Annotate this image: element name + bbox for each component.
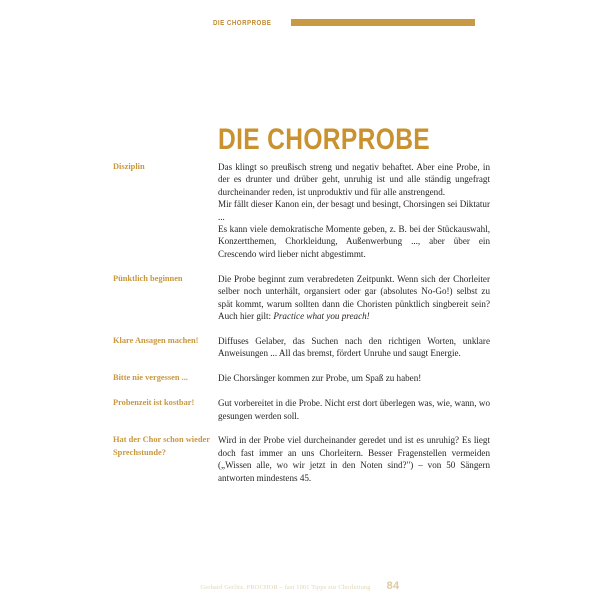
entry-list	[0, 161, 600, 497]
entry-term: Hat der Chor schon wieder Sprechstunde?	[113, 435, 210, 457]
entry-paragraph-emphasis: Practice what you preach!	[273, 310, 370, 321]
entry-body	[218, 397, 490, 422]
footer-credit: Gerhard Gerlitz, PROCHOR – fast 1001 Tipps zur Chorleitung	[200, 584, 371, 591]
entry-paragraph: Das klingt so preußisch streng und negativ behaftet. Aber eine Probe, in der es drunter und drüber geht, unruhig ist und alle ständig ungefragt durcheinander reden, ist unproduktiv und für alle anstrengend.	[218, 162, 490, 197]
entry-paragraph	[218, 273, 490, 323]
entry-row	[0, 434, 600, 484]
running-header-label: DIE CHORPROBE	[213, 17, 272, 27]
entry-row	[0, 273, 600, 323]
page-title: DIE CHORPROBE	[218, 123, 431, 157]
entry-paragraph: Die Chorsänger kommen zur Probe, um Spaß zu haben!	[218, 373, 422, 384]
entry-row	[0, 161, 600, 260]
page-number: 84	[386, 580, 400, 592]
entry-row	[0, 397, 600, 422]
entry-paragraph-text: Die Probe beginnt zum verabredeten Zeitpunkt. Wenn sich der Chorleiter selber noch unterhält, organsiert oder gar (absolutes No-Go!) selbst zu spät kommt, warum sollten dann die Choristen pünktlich singbereit sein? Auch hier gilt:	[218, 273, 490, 321]
running-header	[0, 14, 600, 30]
entry-term: Disziplin	[113, 162, 145, 171]
entry-term: Bitte nie vergessen ...	[113, 373, 188, 383]
entry-term: Pünktlich beginnen	[113, 273, 183, 283]
entry-body	[218, 434, 490, 484]
entry-term: Probenzeit ist kostbar!	[113, 398, 195, 408]
entry-paragraph: Mir fällt dieser Kanon ein, der besagt und besingt, Chorsingen sei Diktatur ...	[218, 199, 490, 222]
entry-body	[218, 273, 490, 323]
entry-paragraph: Gut vorbereitet in die Probe. Nicht erst dort überlegen was, wie, wann, wo gesungen werden soll.	[218, 398, 490, 421]
entry-paragraph: Es kann viele demokratische Momente geben, z. B. bei der Stückauswahl, Konzertthemen, Chorkleidung, Außenwerbung ..., aber über ein Crescendo wird lieber nicht abgestimmt.	[218, 224, 490, 259]
running-header-rule	[291, 19, 475, 26]
entry-body	[218, 161, 490, 260]
entry-paragraph: Diffuses Gelaber, das Suchen nach den richtigen Worten, unklare Anweisungen ... All das bremst, fördert Unruhe und saugt Energie.	[218, 335, 490, 359]
entry-row	[0, 335, 600, 360]
page-footer	[0, 580, 600, 592]
entry-body	[218, 335, 490, 360]
entry-term: Klare Ansagen machen!	[113, 335, 199, 345]
entry-row	[0, 372, 600, 384]
entry-body	[218, 372, 490, 384]
entry-paragraph: Wird in der Probe viel durcheinander geredet und ist es unruhig? Es liegt doch fast immer an uns Chorleitern. Besser Fragenstellen vermeiden („Wissen alle, wo wir jetzt in den Noten sind?") – von 50 Sängern antworten mindestens 45.	[218, 435, 490, 483]
